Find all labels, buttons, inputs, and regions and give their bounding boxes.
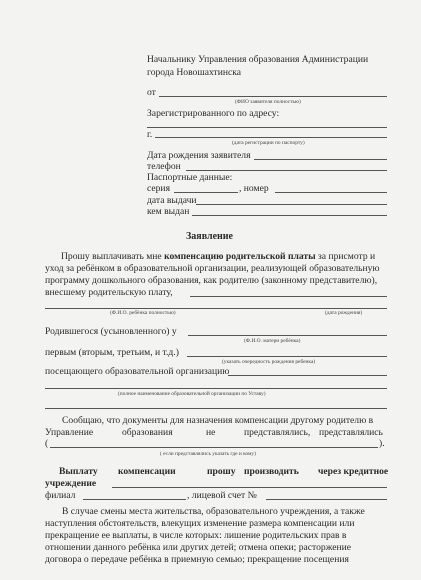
series-field[interactable] (174, 192, 238, 193)
birth-order-hint: (указать очередность рождения ребенка) (222, 359, 316, 365)
p2-line-2-e: представлялись (319, 427, 383, 438)
p2-line-2-d: представлялись, (244, 427, 311, 438)
child-name-hint: (Ф.И.О. ребёнка полностью) (110, 310, 176, 316)
issued-by-field[interactable] (192, 215, 387, 216)
phone-label: телефон (147, 161, 181, 172)
p2-line-2-b: образования (122, 427, 173, 438)
number-label: , номер (239, 183, 269, 194)
child-birthdate-hint: (дата рождения) (325, 310, 363, 316)
branch-field[interactable] (83, 499, 186, 500)
pay-word-2: компенсации (118, 466, 176, 477)
org-hint: (полное наименование образовательной организации по Уставу) (118, 391, 266, 397)
child-name-field[interactable] (45, 308, 387, 309)
pay-word-1: Выплату (59, 466, 98, 477)
issue-date-field[interactable] (196, 204, 387, 205)
series-label: серия (147, 183, 170, 194)
p1-line-3: программу дошкольного образования, как родителю (законному представителю), (45, 275, 378, 286)
p2-line-1: Сообщаю, что документы для назначения компенсации другому родителю в (62, 415, 374, 426)
city-prefix: г. (147, 129, 153, 140)
account-field[interactable] (266, 499, 387, 500)
p1-text-b: компенсацию родительской платы (164, 251, 316, 262)
birthdate-label: Дата рождения заявителя (147, 150, 251, 161)
p1-line-1 (61, 251, 375, 262)
addressee-line-2: города Новошахтинска (147, 67, 242, 78)
p1-line-4-field[interactable] (190, 296, 387, 297)
org-field-2[interactable] (45, 388, 387, 389)
pay-word-5: через кредитное (318, 466, 389, 477)
p1-line-2: уход за ребёнком в образовательной организации, реализующей образовательную (45, 263, 380, 274)
document-title: Заявление (186, 231, 233, 242)
p3-line-4: отношении данного ребёнка или других детей; отмена опеки; расторжение (45, 542, 351, 553)
birthdate-field[interactable] (254, 159, 387, 160)
born-label: Родившегося (усыновленного) у (45, 326, 177, 337)
p3-line-1: В случае смены места жительства, образовательного учреждения, а также (62, 506, 365, 517)
org-label: посещающего образовательной организацию (45, 366, 230, 377)
mother-name-field[interactable] (188, 335, 387, 336)
p3-line-2: наступления обстоятельств, влекущих изменение размера компенсации или (45, 518, 355, 529)
addressee-line-1: Начальнику Управления образования Администрации (147, 54, 369, 65)
from-hint: (ФИО заявителя полностью) (235, 99, 301, 105)
issue-date-label: дата выдачи (147, 195, 197, 206)
address-field-1[interactable] (147, 127, 387, 128)
phone-field[interactable] (186, 170, 387, 171)
p2-line-2-a: Управление (45, 427, 94, 438)
passport-label: Паспортные данные: (147, 172, 233, 183)
p3-line-5: договора о передаче ребёнка в приемную семью; прекращение посещения (45, 554, 349, 565)
org-field-1[interactable] (228, 375, 387, 376)
pay-word-3: прошу (207, 466, 236, 477)
from-label: от (147, 87, 156, 98)
birth-order-field[interactable] (187, 356, 387, 357)
p1-line-4: внесшему родительскую плату, (45, 287, 173, 298)
mother-name-hint: (Ф.И.О. матери ребёнка) (244, 338, 301, 344)
bank-field[interactable] (112, 487, 387, 488)
p2-paren-open: ( (45, 438, 49, 449)
issued-by-label: кем выдан (147, 206, 190, 217)
org-field-3[interactable] (45, 408, 387, 409)
from-field[interactable] (159, 96, 387, 97)
p2-line-2-c: не (206, 427, 216, 438)
registered-label: Зарегистрированного по адресу: (147, 108, 280, 119)
address-field-2[interactable] (155, 137, 387, 138)
p1-text-c: за присмотр и (315, 251, 376, 262)
address-hint: (дата регистрации по паспорту) (232, 140, 305, 146)
order-label: первым (вторым, третьим, и т.д.) (45, 347, 179, 358)
pay-line-2: учреждение (45, 478, 97, 489)
p1-text-a: Прошу выплачивать мне (61, 251, 165, 262)
pay-word-4: производить (244, 466, 299, 477)
account-label: , лицевой счет № (187, 490, 257, 501)
p2-where-field[interactable] (50, 447, 378, 448)
p2-paren-close: ). (379, 438, 385, 449)
p2-hint: ( если представлялись указать где и кому) (160, 451, 256, 457)
p3-line-3: прекращение ее выплаты, в числе которых: лишение родительских прав в (45, 530, 347, 541)
number-field[interactable] (275, 192, 387, 193)
branch-label: филиал (45, 490, 76, 501)
